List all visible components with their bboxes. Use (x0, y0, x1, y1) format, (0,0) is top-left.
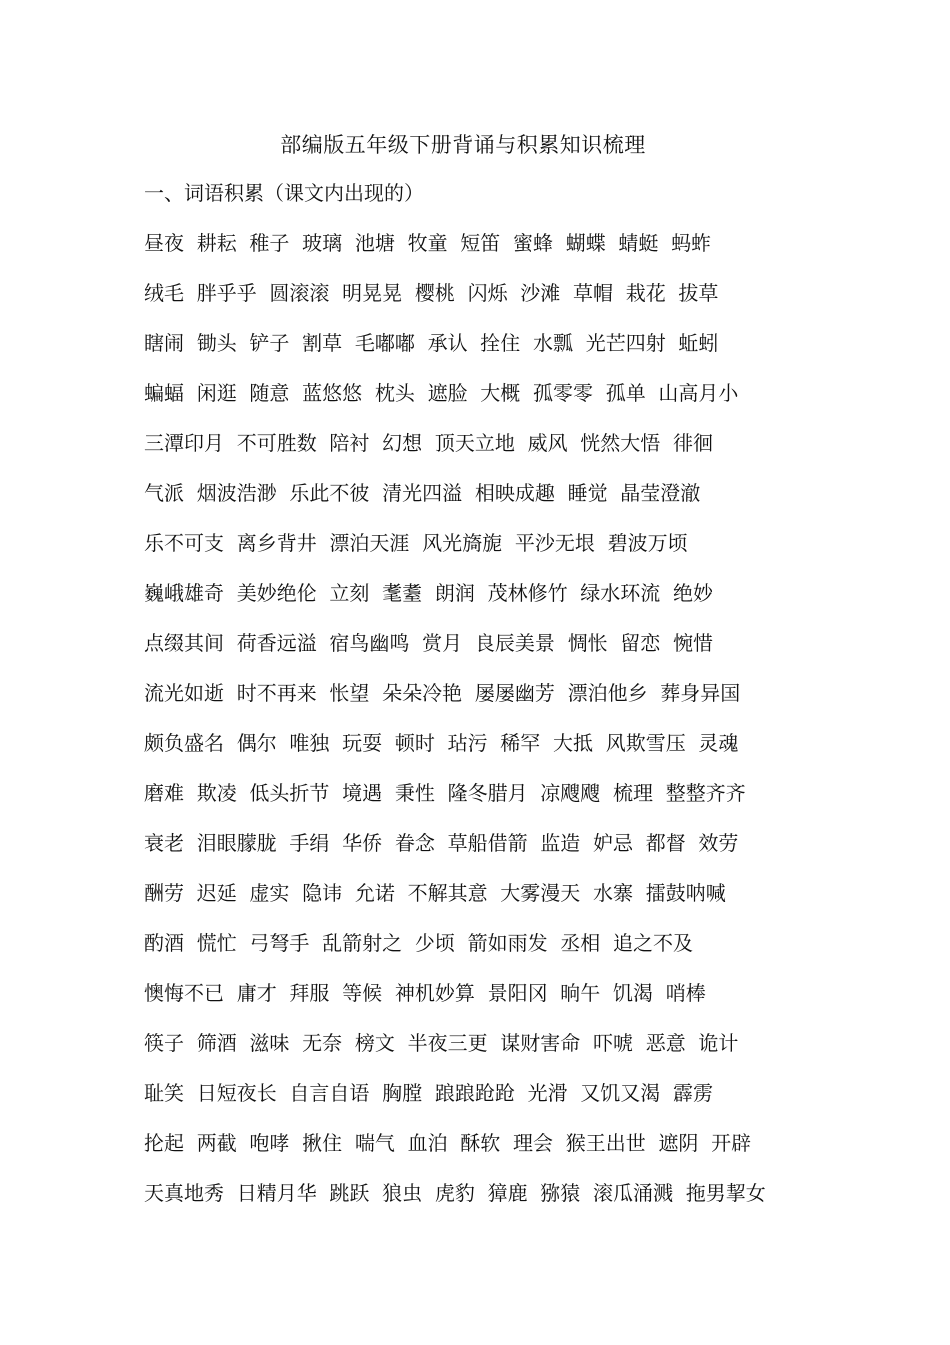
word-line: 懊悔不已 庸才 拜服 等候 神机妙算 景阳冈 晌午 饥渴 哨棒 (144, 981, 706, 1005)
section-heading: 一、词语积累（课文内出现的） (144, 181, 424, 205)
word-line: 乐不可支 离乡背井 漂泊天涯 风光旖旎 平沙无垠 碧波万顷 (144, 531, 688, 555)
word-line: 三潭印月 不可胜数 陪衬 幻想 顶天立地 威风 恍然大悟 徘徊 (144, 431, 714, 455)
document-title: 部编版五年级下册背诵与积累知识梳理 (280, 133, 646, 157)
word-line: 瞎闹 锄头 铲子 割草 毛嘟嘟 承认 拴住 水瓢 光芒四射 蚯蚓 (144, 331, 719, 355)
word-line: 磨难 欺凌 低头折节 境遇 秉性 隆冬腊月 凉飕飕 梳理 整整齐齐 (144, 781, 746, 805)
word-line: 气派 烟波浩渺 乐此不彼 清光四溢 相映成趣 睡觉 晶莹澄澈 (144, 481, 701, 505)
word-line: 绒毛 胖乎乎 圆滚滚 明晃晃 樱桃 闪烁 沙滩 草帽 栽花 拔草 (144, 281, 719, 305)
word-list (144, 227, 844, 1227)
word-line: 流光如逝 时不再来 怅望 朵朵冷艳 屡屡幽芳 漂泊他乡 葬身异国 (144, 681, 741, 705)
word-line: 蝙蝠 闲逛 随意 蓝悠悠 枕头 遮脸 大概 孤零零 孤单 山高月小 (144, 381, 739, 405)
word-line: 筷子 筛酒 滋味 无奈 榜文 半夜三更 谋财害命 吓唬 恶意 诡计 (144, 1031, 739, 1055)
word-line: 颇负盛名 偶尔 唯独 玩耍 顿时 玷污 稀罕 大抵 风欺雪压 灵魂 (144, 731, 739, 755)
word-line: 酌酒 慌忙 弓弩手 乱箭射之 少顷 箭如雨发 丞相 追之不及 (144, 931, 694, 955)
word-line: 天真地秀 日精月华 跳跃 狼虫 虎豹 獐鹿 猕猿 滚瓜涌溅 拖男挈女 (144, 1181, 766, 1205)
word-line: 衰老 泪眼朦胧 手绢 华侨 眷念 草船借箭 监造 妒忌 都督 效劳 (144, 831, 739, 855)
word-line: 巍峨雄奇 美妙绝伦 立刻 耄耋 朗润 茂林修竹 绿水环流 绝妙 (144, 581, 714, 605)
word-line: 酬劳 迟延 虚实 隐讳 允诺 不解其意 大雾漫天 水寨 擂鼓呐喊 (144, 881, 726, 905)
word-line: 耻笑 日短夜长 自言自语 胸膛 踉踉跄跄 光滑 又饥又渴 霹雳 (144, 1081, 714, 1105)
word-line: 抡起 两截 咆哮 揪住 喘气 血泊 酥软 理会 猴王出世 遮阴 开辟 (144, 1131, 752, 1155)
word-line: 昼夜 耕耘 稚子 玻璃 池塘 牧童 短笛 蜜蜂 蝴蝶 蜻蜓 蚂蚱 (144, 231, 712, 255)
word-line: 点缀其间 荷香远溢 宿鸟幽鸣 赏月 良辰美景 惆怅 留恋 惋惜 (144, 631, 714, 655)
